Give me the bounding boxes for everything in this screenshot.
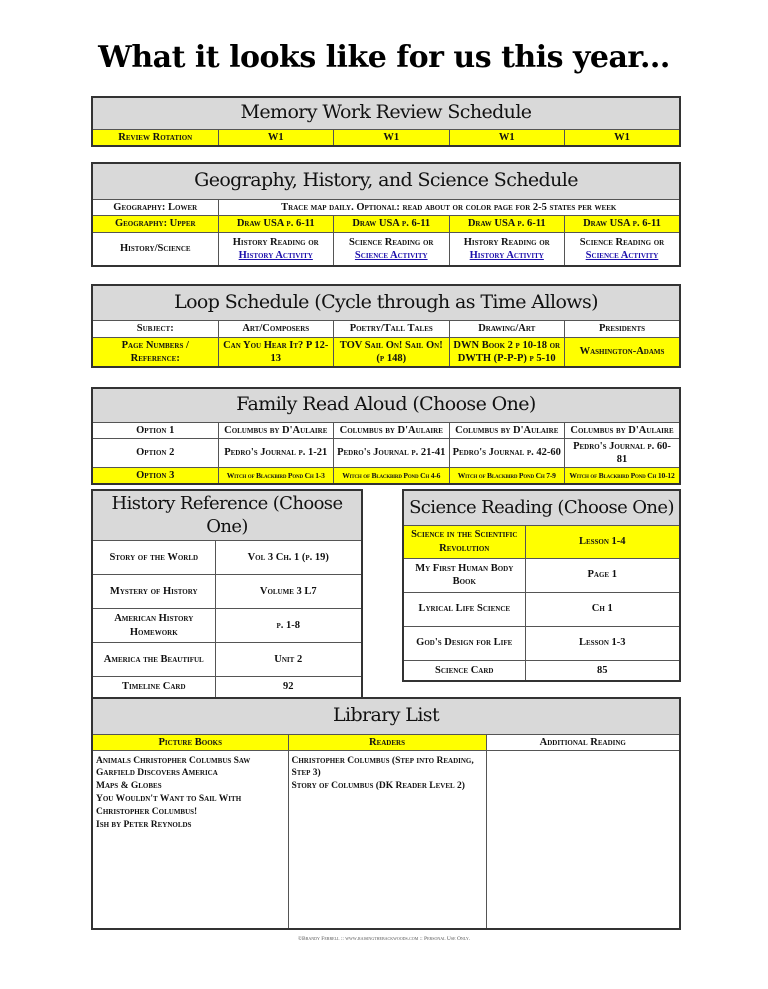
option-label: Option 3 — [92, 467, 218, 484]
hist-sci-cell — [334, 232, 450, 266]
list-item: Story of Columbus (DK Reader Level 2) — [291, 781, 465, 792]
row-label: History/Science — [92, 232, 218, 266]
hist-sci-cell — [449, 232, 565, 266]
ref-title: Timeline Card — [92, 677, 215, 698]
read-aloud-table — [91, 387, 681, 485]
week-cell: W1 — [334, 129, 450, 146]
geo-upper-cell: Draw USA p. 6-11 — [449, 215, 565, 232]
history-activity-link[interactable]: History Activity — [469, 249, 544, 261]
science-reading-table — [402, 489, 681, 682]
geography-lower-text: Trace map daily. Optional: read about or color page for 2-5 states per week — [218, 199, 680, 215]
row-label: Geography: Upper — [92, 215, 218, 232]
geo-upper-cell: Draw USA p. 6-11 — [565, 215, 681, 232]
subject-cell: Presidents — [565, 320, 681, 337]
column-header-additional-reading: Additional Reading — [486, 734, 680, 750]
ref-value: Lesson 1-4 — [525, 525, 680, 558]
readers-list — [288, 750, 486, 929]
section-heading: Library List — [92, 698, 680, 734]
option-cell: Pedro's Journal p. 60-81 — [565, 438, 681, 467]
row-label: Review Rotation — [92, 129, 218, 146]
picture-books-list — [92, 750, 288, 929]
ref-value: Unit 2 — [215, 643, 362, 677]
row-label: Geography: Lower — [92, 199, 218, 215]
section-heading: Loop Schedule (Cycle through as Time Allows) — [92, 285, 680, 320]
footer-copyright: ©Brandy Ferrell :: www.raisingthebackwoods.com :: Personal Use Only. — [297, 936, 471, 942]
row-label: Subject: — [92, 320, 218, 337]
option-cell: Witch of Blackbird Pond Ch 7-9 — [449, 467, 565, 484]
column-header-readers: Readers — [288, 734, 486, 750]
option-label: Option 1 — [92, 422, 218, 438]
library-list-table — [91, 697, 681, 930]
science-activity-link[interactable]: Science Activity — [585, 249, 659, 261]
reading-text: History Reading or — [232, 236, 319, 248]
option-cell: Pedro's Journal p. 21-41 — [334, 438, 450, 467]
reference-cell: Can You Hear It? P 12-13 — [218, 337, 334, 367]
list-item: Garfield Discovers America — [96, 768, 218, 779]
option-cell: Columbus by D'Aulaire — [334, 422, 450, 438]
option-cell: Witch of Blackbird Pond Ch 4-6 — [334, 467, 450, 484]
subject-cell: Art/Composers — [218, 320, 334, 337]
loop-schedule-table — [91, 284, 681, 368]
list-item: Maps & Globes — [96, 781, 162, 792]
ref-title: My First Human Body Book — [403, 558, 525, 592]
subject-cell: Drawing/Art — [449, 320, 565, 337]
ref-title: God's Design for Life — [403, 626, 525, 660]
ref-title: American History Homework — [92, 609, 215, 643]
option-cell: Pedro's Journal p. 42-60 — [449, 438, 565, 467]
ref-value: Ch 1 — [525, 592, 680, 626]
history-reference-table — [91, 489, 363, 699]
week-cell: W1 — [449, 129, 565, 146]
week-cell: W1 — [565, 129, 681, 146]
reading-text: Science Reading or — [579, 236, 665, 248]
ref-title: Story of the World — [92, 541, 215, 575]
option-cell: Columbus by D'Aulaire — [218, 422, 334, 438]
memory-work-table — [91, 96, 681, 147]
option-cell: Columbus by D'Aulaire — [565, 422, 681, 438]
option-cell: Columbus by D'Aulaire — [449, 422, 565, 438]
section-heading: Science Reading (Choose One) — [403, 490, 680, 525]
reference-cell: TOV Sail On! Sail On! (p 148) — [334, 337, 450, 367]
ref-title: Lyrical Life Science — [403, 592, 525, 626]
ref-title: Science in the Scientific Revolution — [403, 525, 525, 558]
subject-cell: Poetry/Tall Tales — [334, 320, 450, 337]
ref-value: Vol 3 Ch. 1 (p. 19) — [215, 541, 362, 575]
column-header-picture-books: Picture Books — [92, 734, 288, 750]
list-item: Ish by Peter Reynolds — [96, 819, 192, 830]
ref-title: Science Card — [403, 660, 525, 681]
option-cell: Pedro's Journal p. 1-21 — [218, 438, 334, 467]
section-heading: Family Read Aloud (Choose One) — [92, 388, 680, 422]
additional-reading-list — [486, 750, 680, 929]
page-title: What it looks like for us this year... — [98, 40, 670, 75]
ref-value: Lesson 1-3 — [525, 626, 680, 660]
reading-text: Science Reading or — [349, 236, 434, 248]
section-heading: Geography, History, and Science Schedule — [92, 163, 680, 199]
reference-cell: Washington-Adams — [565, 337, 681, 367]
geo-history-science-table — [91, 162, 681, 267]
week-cell: W1 — [218, 129, 334, 146]
ref-value: 92 — [215, 677, 362, 698]
science-activity-link[interactable]: Science Activity — [354, 249, 428, 261]
list-item: You Wouldn't Want to Sail With Christopher Columbus! — [96, 794, 242, 817]
ref-title: Mystery of History — [92, 575, 215, 609]
ref-value: Volume 3 L7 — [215, 575, 362, 609]
list-item: Animals Christopher Columbus Saw — [96, 755, 251, 766]
ref-title: America the Beautiful — [92, 643, 215, 677]
reading-text: History Reading or — [463, 236, 550, 248]
list-item: Christopher Columbus (Step into Reading, Step 3) — [291, 755, 474, 779]
section-heading: History Reference (Choose One) — [92, 490, 362, 541]
hist-sci-cell — [218, 232, 334, 266]
section-heading: Memory Work Review Schedule — [92, 97, 680, 129]
row-label: Page Numbers / Reference: — [92, 337, 218, 367]
hist-sci-cell — [565, 232, 681, 266]
geo-upper-cell: Draw USA p. 6-11 — [334, 215, 450, 232]
ref-value: p. 1-8 — [215, 609, 362, 643]
option-cell: Witch of Blackbird Pond Ch 10-12 — [565, 467, 681, 484]
ref-value: 85 — [525, 660, 680, 681]
history-activity-link[interactable]: History Activity — [238, 249, 313, 261]
option-label: Option 2 — [92, 438, 218, 467]
reference-cell: DWN Book 2 p 10-18 or DWTH (P-P-P) p 5-10 — [449, 337, 565, 367]
geo-upper-cell: Draw USA p. 6-11 — [218, 215, 334, 232]
option-cell: Witch of Blackbird Pond Ch 1-3 — [218, 467, 334, 484]
ref-value: Page 1 — [525, 558, 680, 592]
